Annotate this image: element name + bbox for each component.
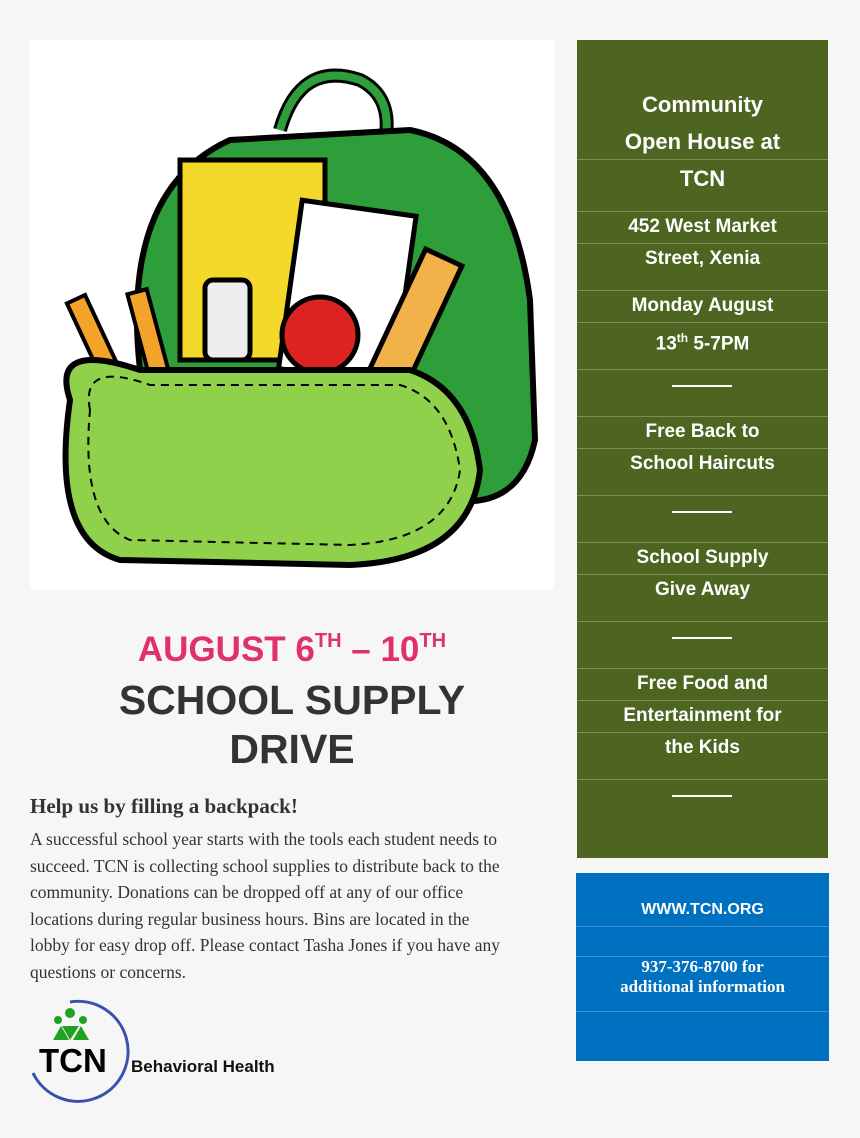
divider [672,511,732,513]
body-text [30,826,560,985]
dates-sup: TH [419,630,447,652]
date-time: 5-7PM [688,333,750,355]
contact-panel [576,873,829,1061]
title-line: Community [642,92,763,117]
dates-end: – 10 [341,630,420,669]
body-line: A successful school year starts with the tools each student needs to [30,829,498,849]
tcn-logo [28,995,328,1105]
title-line: TCN [679,166,726,191]
title-line: DRIVE [229,726,355,772]
feature-line: the Kids [665,737,740,758]
date-sup: th [676,331,689,345]
title-line: Open House at [624,129,781,154]
feature-supplies [577,542,828,606]
feature-line: School Haircuts [630,453,775,474]
feature-line: School Supply [636,547,769,568]
drive-dates [30,630,554,670]
open-house-panel [577,40,828,858]
event-address [577,211,828,275]
svg-text:TCN: TCN [39,1042,107,1079]
divider [672,385,732,387]
feature-line: Free Back to [645,421,760,442]
body-line: succeed. TCN is collecting school supplies to distribute back to the [30,855,500,876]
feature-haircuts [577,416,828,480]
divider [672,795,732,797]
phone-info [576,957,829,997]
body-line: questions or concerns. [30,961,187,982]
date-line: Monday August [631,295,774,316]
divider [672,637,732,639]
backpack-illustration [30,40,554,590]
title-line: SCHOOL SUPPLY [118,677,466,723]
body-line: lobby for easy drop off. Please contact Tasha Jones if you have any [30,935,501,955]
dates-start: AUGUST 6 [137,630,315,669]
feature-line: Give Away [654,579,751,600]
body-line: locations during regular business hours. Bins are located in the [30,908,470,929]
feature-line: Free Food and [637,673,768,694]
logo-tagline: Behavioral Health [131,1057,275,1076]
feature-line: Entertainment for [623,705,782,726]
website-link[interactable]: WWW.TCN.ORG [641,901,764,918]
event-date [577,290,828,360]
address-line: 452 West Market [628,216,777,237]
date-day: 13 [655,333,677,355]
dates-sup: TH [314,630,342,652]
phone-line: 937-376-8700 for [641,957,764,976]
address-line: Street, Xenia [644,248,761,269]
phone-line: additional information [620,977,785,996]
feature-food [577,668,828,764]
event-title [577,86,828,197]
logo-mark-icon [28,995,138,1105]
subheading: Help us by filling a backpack! [30,794,298,818]
drive-title [30,676,554,774]
body-line: community. Donations can be dropped off at any of our office [30,882,464,902]
